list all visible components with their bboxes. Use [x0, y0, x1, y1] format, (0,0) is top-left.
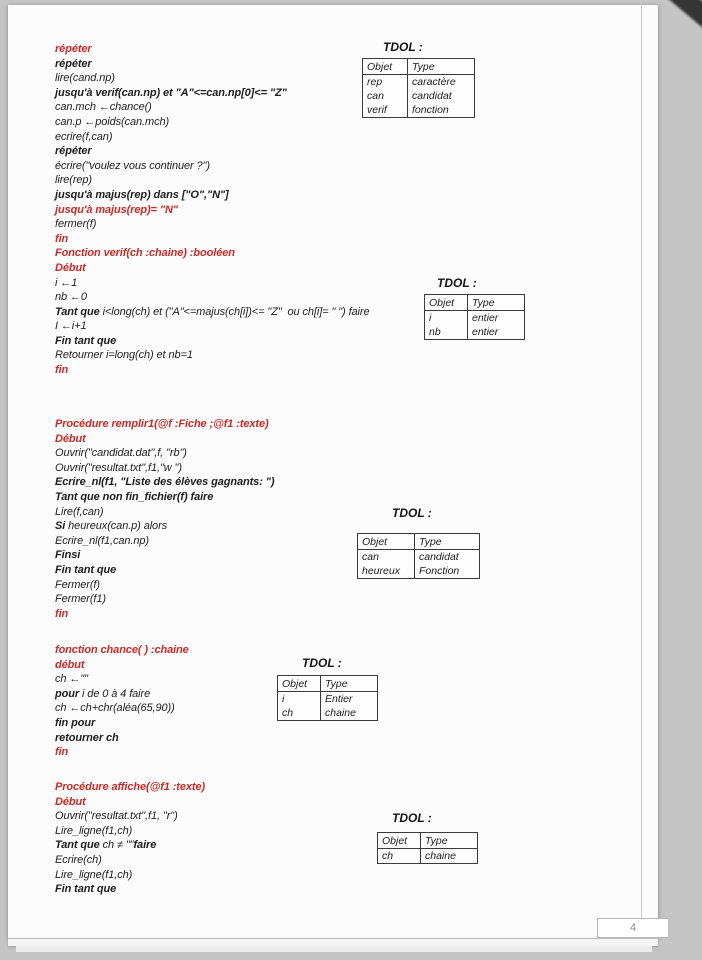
code-line: [55, 173, 369, 188]
code-line: [55, 490, 274, 505]
code-line: [55, 130, 369, 145]
tdol-cell: can: [362, 551, 379, 563]
code-segment: jusqu'à majus(rep)= "N": [55, 203, 178, 216]
code-line: [55, 348, 369, 363]
code-segment: Début: [55, 795, 86, 808]
tdol-cell: ch: [382, 850, 394, 862]
code-segment: Ouvrir("resultat.txt",f1, "r"): [55, 810, 178, 823]
code-segment: répéter: [55, 43, 92, 55]
code-line: [55, 548, 274, 563]
code-segment: Finsi: [55, 549, 81, 562]
code-segment: fin: [55, 607, 69, 620]
code-segment: Tant que non fin_fichier(f) faire: [55, 490, 214, 503]
code-segment: Si: [55, 520, 69, 533]
tdol-table: [277, 675, 378, 721]
code-line: [55, 203, 369, 218]
tdol-row: [358, 550, 480, 565]
code-segment: répéter: [55, 145, 92, 158]
code-segment: Début: [55, 432, 86, 445]
tdol-row: [378, 849, 478, 864]
code-line: [55, 563, 274, 578]
code-segment: fin pour: [55, 716, 96, 729]
code-line: [55, 57, 369, 72]
code-line: [55, 261, 369, 276]
code-segment: début: [55, 658, 85, 671]
tdol-cell: heureux: [362, 565, 400, 577]
code-line: [55, 658, 189, 673]
code-segment: Ouvrir("candidat.dat",f, "rb"): [55, 447, 187, 460]
tdol-cell: verif: [367, 104, 387, 116]
code-line: [55, 731, 189, 746]
code-line: [55, 592, 274, 607]
code-line: [55, 534, 274, 549]
code-segment: fermer(f): [55, 218, 97, 231]
tdol-cell: fonction: [408, 103, 475, 118]
code-block-procedure-remplir1: [55, 417, 274, 621]
code-line: [55, 505, 274, 520]
code-segment: nb ←0: [55, 291, 87, 304]
tdol-cell: Fonction: [415, 564, 480, 579]
code-segment: fin: [55, 232, 69, 245]
tdol-cell: i: [282, 693, 285, 705]
code-line: [55, 86, 369, 101]
code-line: [55, 217, 369, 232]
code-segment: jusqu'à verif(can.np) et "A"<=can.np[0]<= "Z": [55, 86, 287, 99]
code-segment: Fermer(f): [55, 578, 100, 591]
tdol-title: TDOL :: [392, 506, 432, 520]
page-edge-line: [641, 0, 642, 933]
code-line: [55, 305, 369, 320]
code-segment: lire(cand.np): [55, 72, 115, 85]
code-segment: Procédure remplir1(@f :Fiche ;@f1 :texte): [55, 418, 269, 430]
code-line: [55, 42, 369, 57]
tdol-table: [362, 58, 475, 118]
tdol-header-row: [358, 534, 480, 550]
code-segment: Ecrire_nl(f1, "Liste des élèves gagnants: "): [55, 476, 275, 489]
code-segment: Fonction verif(ch :chaine) :booléen: [55, 247, 235, 260]
code-line: [55, 71, 369, 86]
code-segment: Fermer(f1): [55, 593, 106, 606]
tdol-header-cell: Type: [468, 295, 525, 311]
code-segment: Fin tant que: [55, 563, 117, 576]
code-line: [55, 319, 369, 334]
code-segment: Ecrire_nl(f1,can.np): [55, 534, 149, 547]
tdol-row: [278, 706, 378, 721]
tdol-row: [425, 325, 525, 340]
code-line: [55, 519, 274, 534]
tdol-title: TDOL :: [383, 40, 423, 54]
code-segment: lire(rep): [55, 174, 92, 187]
code-line: [55, 461, 274, 476]
tdol-title: TDOL :: [302, 656, 342, 670]
code-segment: ch ←"": [55, 673, 88, 686]
code-line: [55, 334, 369, 349]
tdol-header-cell: Type: [415, 534, 480, 550]
tdol-cell: nb: [429, 326, 441, 338]
tdol-title: TDOL :: [437, 276, 477, 290]
tdol-cell: ch: [282, 707, 294, 719]
code-segment: can.mch ←chance(): [55, 101, 152, 114]
code-segment: i<long(ch) et ("A"<=majus(ch[i])<= "Z" ou ch[i]= " ") faire: [102, 305, 370, 318]
tdol-table: [424, 294, 525, 340]
code-line: [55, 824, 205, 839]
code-line: [55, 745, 189, 760]
tdol-cell: candidat: [408, 89, 475, 103]
tdol-row: [358, 564, 480, 579]
code-segment: fonction chance( ) :chaine: [55, 644, 189, 656]
code-line: [55, 607, 274, 622]
code-line: [55, 687, 189, 702]
tdol-table: [357, 533, 480, 579]
tdol-header-cell: Objet: [425, 295, 468, 311]
code-segment: i de 0 à 4 faire: [82, 687, 151, 700]
code-segment: Lire(f,can): [55, 505, 104, 518]
code-line: [55, 232, 369, 247]
code-line: [55, 643, 189, 658]
tdol-row: [363, 89, 475, 103]
code-line: [55, 159, 369, 174]
tdol-cell: entier: [468, 325, 525, 340]
tdol-table: [377, 832, 478, 864]
code-segment: pour: [55, 687, 82, 700]
code-segment: écrire("voulez vous continuer ?"): [55, 159, 210, 172]
code-segment: Fin tant que: [55, 883, 117, 896]
code-segment: Lire_ligne(f1,ch): [55, 824, 133, 837]
tdol-cell: i: [429, 312, 432, 324]
code-line: [55, 417, 274, 432]
code-line: [55, 868, 205, 883]
code-line: [55, 882, 205, 897]
stacked-page-edge: [8, 938, 658, 946]
code-line: [55, 838, 205, 853]
code-block-fonction-chance: [55, 643, 189, 760]
stacked-page-edge-2: [16, 946, 652, 952]
code-segment: faire: [133, 839, 157, 852]
code-line: [55, 144, 369, 159]
code-segment: ecrire(f,can): [55, 130, 113, 143]
code-segment: Tant que: [55, 305, 103, 318]
code-segment: Début: [55, 261, 86, 274]
tdol-header-row: [425, 295, 525, 311]
code-line: [55, 672, 189, 687]
code-segment: Tant que: [55, 839, 103, 852]
code-line: [55, 701, 189, 716]
code-line: [55, 475, 274, 490]
tdol-header-cell: Objet: [363, 59, 408, 75]
code-line: [55, 809, 205, 824]
tdol-header-row: [363, 59, 475, 75]
code-line: [55, 276, 369, 291]
code-segment: Retourner i=long(ch) et nb=1: [55, 349, 193, 362]
code-line: [55, 188, 369, 203]
code-segment: heureux(can.p) alors: [68, 520, 168, 533]
code-line: [55, 290, 369, 305]
tdol-header-cell: Type: [321, 676, 378, 692]
scan-corner-artifact: [657, 0, 702, 34]
tdol-cell: chaine: [321, 706, 378, 721]
code-segment: Procédure affiche(@f1 :texte): [55, 781, 206, 793]
code-segment: Lire_ligne(f1,ch): [55, 868, 133, 881]
tdol-cell: rep: [367, 76, 383, 88]
code-segment: Ouvrir("resultat.txt",f1,"w "): [55, 461, 182, 474]
page-number-badge: [597, 918, 669, 938]
tdol-row: [363, 103, 475, 118]
code-line: [55, 578, 274, 593]
tdol-cell: Entier: [321, 692, 378, 707]
code-line: [55, 246, 369, 261]
code-line: [55, 853, 205, 868]
code-segment: Ecrire(ch): [55, 853, 102, 866]
code-block-procedure-affiche: [55, 780, 205, 897]
tdol-cell: can: [367, 90, 384, 102]
tdol-cell: candidat: [415, 550, 480, 565]
code-line: [55, 780, 205, 795]
code-segment: retourner ch: [55, 731, 119, 744]
tdol-row: [425, 311, 525, 326]
tdol-cell: chaine: [421, 849, 478, 864]
code-segment: fin: [55, 364, 69, 377]
code-line: [55, 795, 205, 810]
code-segment: Fin tant que: [55, 334, 117, 347]
tdol-row: [278, 692, 378, 707]
code-segment: ch ←ch+chr(aléa(65,90)): [55, 702, 175, 715]
code-segment: I ←i+1: [55, 320, 87, 333]
code-block-main-program: [55, 42, 369, 378]
code-segment: i ←1: [55, 276, 78, 289]
code-segment: ch ≠ "": [102, 839, 134, 852]
code-segment: jusqu'à majus(rep) dans ["O","N"]: [55, 188, 229, 201]
code-line: [55, 363, 369, 378]
code-segment: répéter: [55, 57, 92, 70]
code-segment: fin: [55, 746, 69, 759]
tdol-header-cell: Type: [421, 833, 478, 849]
code-line: [55, 432, 274, 447]
tdol-header-row: [278, 676, 378, 692]
tdol-header-row: [378, 833, 478, 849]
tdol-title: TDOL :: [392, 811, 432, 825]
code-line: [55, 716, 189, 731]
code-line: [55, 115, 369, 130]
code-line: [55, 100, 369, 115]
tdol-cell: entier: [468, 311, 525, 326]
code-line: [55, 446, 274, 461]
code-segment: can.p ←poids(can.mch): [55, 115, 170, 128]
tdol-cell: caractère: [408, 75, 475, 90]
tdol-header-cell: Objet: [278, 676, 321, 692]
page-number: 4: [629, 922, 637, 934]
tdol-row: [363, 75, 475, 90]
tdol-header-cell: Objet: [378, 833, 421, 849]
tdol-header-cell: Type: [408, 59, 475, 75]
tdol-header-cell: Objet: [358, 534, 415, 550]
